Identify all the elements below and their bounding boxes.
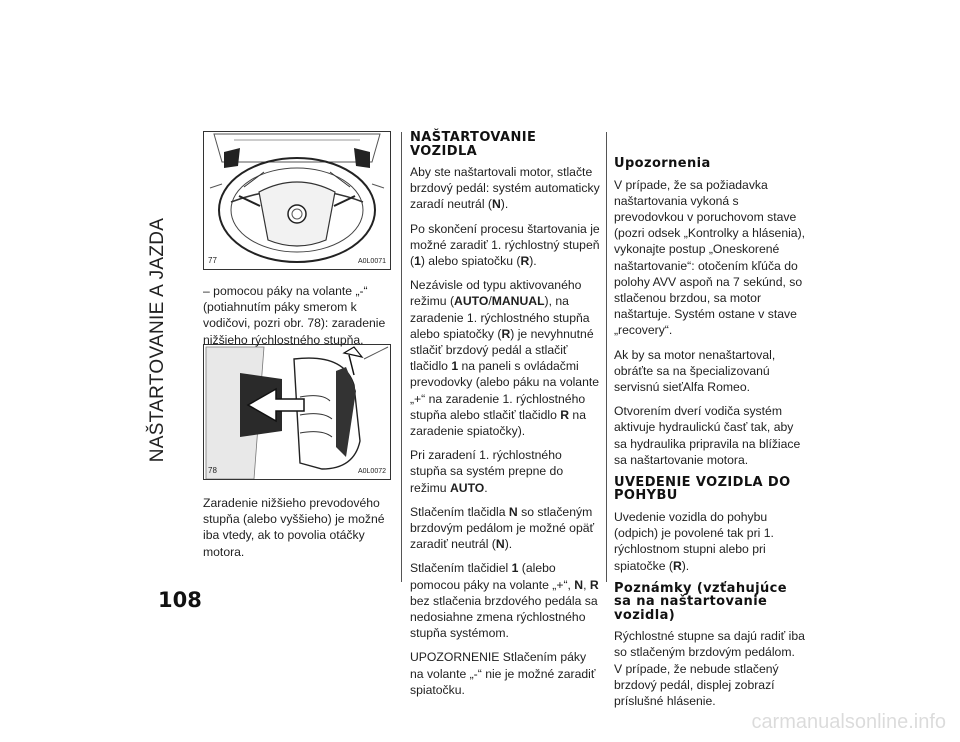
paragraph: Nezávisle od typu aktivovaného režimu (AUTO/MANUAL), na zaradenie 1. rýchlostného stupňa alebo spiatočky (R) je nevyhnutné stlačiť brzdový pedál a stlačiť tlačidlo 1 na paneli s ovládačmi prevodovky (alebo páku na volante „+“ na zaradenie 1. rýchlostného stupňa alebo stlačiť tlačidlo R na zaradenie spiatočky). [410,278,600,439]
watermark: carmanualsonline.info [751,711,946,733]
paragraph: Zaradenie nižšieho prevodového stupňa (alebo vyššieho) je možné iba vtedy, ak to povolia otáčky motora. [203,496,385,559]
figure-code: A0L0072 [357,468,386,475]
column-1-text-bottom [203,495,395,568]
figure-78 [203,344,391,480]
column-divider [606,132,607,582]
paragraph: Stlačením tlačidiel 1 (alebo pomocou páky na volante „+“, N, R bez stlačenia brzdového pedála sa nedosiahne zmena rýchlostného stupňa systémom. [410,561,599,641]
section-heading: Poznámky (vzťahujúce sa na naštartovanie vozidla) [614,580,787,623]
chapter-title: NAŠTARTOVANIE A JAZDA [147,217,168,463]
paragraph: Rýchlostné stupne sa dajú radiť iba so stlačeným brzdovým pedálom. V prípade, že nebude stlačený brzdový pedál, displej zobrazí príslušné hlásenie. [614,629,805,709]
paragraph: V prípade, že sa požiadavka naštartovania vykoná s prevodovkou v poruchovom stave (pozri odsek „Kontrolky a hlásenia), vykonajte postup „Oneskorené naštartovanie“: otočením kľúča do polohy AVV aspoň na 7 sekúnd, so stlačenou brzdou, sa motor naštartuje. Systém ostane v stave „recovery“. [614,177,806,338]
column-1-text-top [203,283,395,356]
section-heading: NAŠTARTOVANIE VOZIDLA [410,130,537,159]
paragraph: UPOZORNENIE Stlačením páky na volante „-“ nie je možné zaradiť spiatočku. [410,650,596,697]
figure-number: 77 [208,256,217,265]
page-number: 108 [158,588,202,612]
paragraph: – pomocou páky na volante „-“ (potiahnutím páky smerom k vodičovi, pozri obr. 78): zaradenie nižšieho rýchlostného stupňa. [203,284,386,347]
column-divider [401,132,402,582]
steering-wheel-illustration [204,132,390,269]
figure-77 [203,131,391,270]
figure-number: 78 [208,466,217,475]
paragraph: Pri zaradení 1. rýchlostného stupňa sa systém prepne do režimu AUTO. [410,448,564,495]
column-3 [614,157,806,717]
paragraph: Aby ste naštartovali motor, stlačte brzdový pedál: systém automaticky zaradí neutrál (N). [410,165,600,212]
paragraph: Otvorením dverí vodiča systém aktivuje hydraulickú časť tak, aby sa hydraulika pripravila na blížiace sa naštartovanie motora. [614,404,801,467]
paragraph: Uvedenie vozidla do pohybu (odpich) je povolené tak pri 1. rýchlostnom stupni alebo pri spiatočke (R). [614,509,774,573]
figure-code: A0L0071 [357,258,386,265]
section-heading: Upozornenia [614,156,711,171]
paragraph: Po skončení procesu štartovania je možné zaradiť 1. rýchlostný stupeň (1) alebo spiatočku (R). [410,221,600,269]
paddle-hand-illustration [204,345,390,479]
section-heading: UVEDENIE VOZIDLA DO POHYBU [614,474,791,504]
column-2 [410,131,600,706]
paragraph: Stlačením tlačidla N so stlačeným brzdovým pedálom je možné opäť zaradiť neutrál (N). [410,504,595,552]
paragraph: Ak by sa motor nenaštartoval, obráťte sa na špecializovanú servisnú sieťAlfa Romeo. [614,347,776,394]
